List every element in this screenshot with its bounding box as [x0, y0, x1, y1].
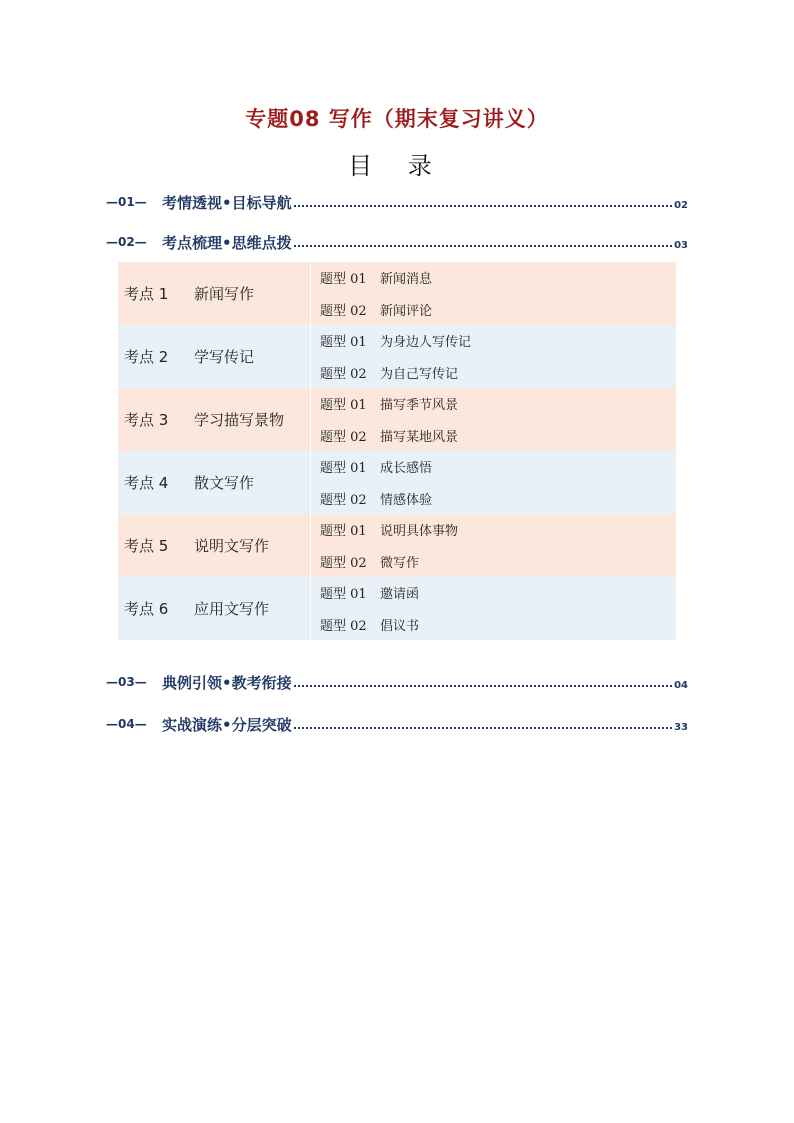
- exam-point-number: 考点 6: [124, 600, 169, 618]
- exam-point-cell: [118, 451, 311, 514]
- question-type-text: 倡议书: [380, 618, 420, 634]
- question-type-number: 题型 01: [320, 335, 367, 351]
- exam-point-name: 学写传记: [194, 348, 255, 366]
- question-types-cell: [311, 262, 676, 325]
- exam-point-number: 考点 1: [124, 285, 169, 303]
- question-type-text: 微写作: [380, 555, 420, 571]
- exam-point-cell: [118, 514, 311, 577]
- question-type-number: 题型 01: [320, 398, 367, 414]
- toc-entry-01[interactable]: [106, 191, 688, 213]
- exam-point-number: 考点 2: [124, 348, 169, 366]
- toc-label: 典例引领•教考衔接: [162, 673, 292, 692]
- question-type-text: 描写季节风景: [380, 398, 459, 414]
- document-title: 专题08 写作（期末复习讲义）: [245, 107, 549, 131]
- question-type-number: 题型 01: [320, 461, 367, 477]
- question-type[interactable]: [320, 331, 676, 350]
- question-type[interactable]: [320, 300, 676, 319]
- table-row: [118, 514, 676, 577]
- question-type[interactable]: [320, 489, 676, 508]
- toc-number: —04—: [106, 717, 147, 731]
- question-type-number: 题型 01: [320, 272, 367, 288]
- question-type-text: 新闻消息: [380, 272, 433, 288]
- exam-point-cell: [118, 577, 311, 640]
- question-type-text: 新闻评论: [380, 303, 433, 319]
- exam-point-name: 应用文写作: [194, 600, 270, 618]
- toc-leader-dots: [294, 205, 672, 207]
- toc-entry-03[interactable]: [106, 671, 688, 693]
- toc-number: —02—: [106, 235, 147, 249]
- question-types-cell: [311, 577, 676, 640]
- question-type[interactable]: [320, 583, 676, 602]
- question-type-number: 题型 02: [320, 618, 367, 634]
- toc-leader-dots: [294, 685, 672, 687]
- question-types-cell: [311, 388, 676, 451]
- toc-leader-dots: [294, 245, 672, 247]
- table-row: [118, 325, 676, 388]
- exam-point-cell: [118, 325, 311, 388]
- exam-point-number: 考点 3: [124, 411, 169, 429]
- exam-point-cell: [118, 262, 311, 325]
- question-types-cell: [311, 325, 676, 388]
- question-type-number: 题型 01: [320, 524, 367, 540]
- question-type[interactable]: [320, 363, 676, 382]
- question-type-text: 成长感悟: [380, 461, 433, 477]
- toc-label: 实战演练•分层突破: [162, 715, 292, 734]
- question-type[interactable]: [320, 394, 676, 413]
- question-type-text: 邀请函: [380, 587, 420, 603]
- question-type[interactable]: [320, 520, 676, 539]
- toc-page-number: 33: [674, 721, 688, 733]
- question-type-text: 描写某地风景: [380, 429, 459, 445]
- table-row: [118, 577, 676, 640]
- question-type-number: 题型 02: [320, 555, 367, 571]
- toc-page-number: 04: [674, 679, 688, 691]
- question-type-number: 题型 01: [320, 587, 367, 603]
- question-type[interactable]: [320, 268, 676, 287]
- question-type[interactable]: [320, 552, 676, 571]
- table-row: [118, 388, 676, 451]
- question-types-cell: [311, 514, 676, 577]
- toc-entry-02[interactable]: [106, 231, 688, 253]
- question-type-number: 题型 02: [320, 429, 367, 445]
- question-type-number: 题型 02: [320, 303, 367, 319]
- question-type[interactable]: [320, 615, 676, 634]
- question-type-text: 为自己写传记: [380, 366, 459, 382]
- toc-number: —01—: [106, 195, 147, 209]
- exam-point-name: 散文写作: [194, 474, 255, 492]
- question-type[interactable]: [320, 426, 676, 445]
- toc-heading: 目 录: [348, 152, 446, 180]
- toc-entry-04[interactable]: [106, 713, 688, 735]
- question-types-cell: [311, 451, 676, 514]
- exam-point-number: 考点 4: [124, 474, 169, 492]
- question-type-number: 题型 02: [320, 366, 367, 382]
- exam-point-name: 学习描写景物: [194, 411, 285, 429]
- table-row: [118, 451, 676, 514]
- exam-points-table: [118, 262, 676, 640]
- toc-number: —03—: [106, 675, 147, 689]
- question-type-text: 为身边人写传记: [380, 335, 472, 351]
- question-type[interactable]: [320, 457, 676, 476]
- table-row: [118, 262, 676, 325]
- exam-point-name: 新闻写作: [194, 285, 255, 303]
- toc-label: 考情透视•目标导航: [162, 193, 292, 212]
- toc-leader-dots: [294, 727, 672, 729]
- toc-page-number: 03: [674, 239, 688, 251]
- toc-page-number: 02: [674, 199, 688, 211]
- exam-point-name: 说明文写作: [194, 537, 270, 555]
- question-type-text: 说明具体事物: [380, 524, 459, 540]
- question-type-number: 题型 02: [320, 492, 367, 508]
- exam-point-cell: [118, 388, 311, 451]
- question-type-text: 情感体验: [380, 492, 433, 508]
- toc-label: 考点梳理•思维点拨: [162, 233, 292, 252]
- exam-point-number: 考点 5: [124, 537, 169, 555]
